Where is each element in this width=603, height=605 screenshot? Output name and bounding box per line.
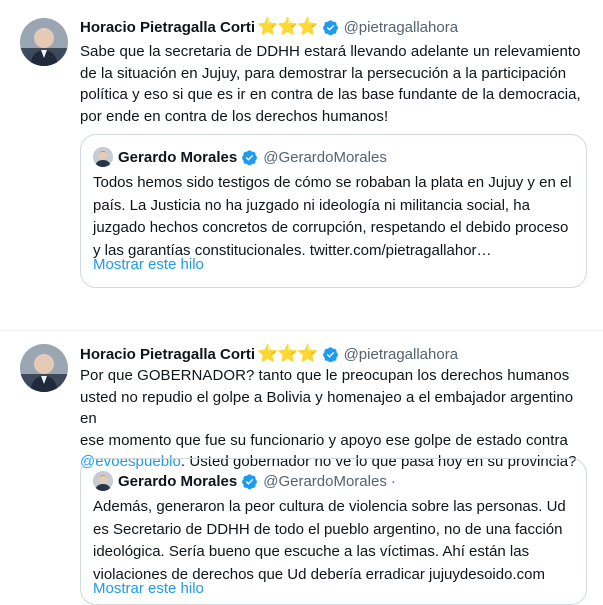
tweet-header: [80, 343, 458, 365]
tweet-text-line: usted no repudio el golpe a Bolivia y homenajeo a el embajador argentino en: [80, 388, 574, 427]
tweet[interactable]: [0, 331, 603, 597]
quoted-author-avatar: [93, 147, 113, 167]
verified-badge-icon: [241, 149, 258, 166]
quoted-tweet-header: [93, 470, 396, 492]
quoted-text-line: país. La Justicia no ha juzgado ni ideología ni militancia social, ha: [93, 196, 530, 214]
author-handle[interactable]: @pietragallahora: [343, 345, 459, 363]
quoted-text-line: Todos hemos sido testigos de cómo se robaban la plata en Jujuy y en el: [93, 174, 572, 191]
tweet-text: [80, 365, 590, 473]
verified-badge-icon: [322, 346, 339, 363]
verified-badge-icon: [241, 473, 258, 490]
quoted-text-line: juzgado hechos concretos de corrupción, respetando el debido proceso: [93, 219, 569, 236]
mention-link[interactable]: @evoespueblo: [80, 453, 181, 470]
star-emoji-icon: ⭐⭐⭐: [257, 344, 318, 363]
quoted-tweet-header: [93, 146, 387, 168]
author-handle[interactable]: @pietragallahora: [343, 18, 459, 36]
quoted-author-handle[interactable]: @GerardoMorales: [263, 472, 387, 490]
author-avatar[interactable]: [20, 18, 68, 66]
author-name[interactable]: Horacio Pietragalla Corti: [80, 345, 256, 363]
tweet-text-line: Sabe que la secretaria de DDHH estará llevando adelante un relevamiento: [80, 43, 581, 60]
tweet-text: [80, 41, 590, 127]
show-thread-link[interactable]: Mostrar este hilo: [93, 580, 204, 597]
author-avatar[interactable]: [20, 344, 68, 392]
separator-dot: ·: [390, 472, 396, 490]
tweet-text-line: ese momento que fue su funcionario y apoyo ese golpe de estado contra: [80, 431, 568, 449]
tweet-text-line: por ende en contra de los derechos humanos!: [80, 107, 389, 125]
star-emoji-icon: ⭐⭐⭐: [257, 17, 318, 36]
tweet-header: [80, 16, 458, 38]
show-thread-link[interactable]: Mostrar este hilo: [93, 256, 204, 273]
quoted-text-line: violaciones de derechos que Ud debería erradicar jujuydesoido.com: [93, 565, 545, 583]
quoted-tweet[interactable]: [80, 134, 587, 288]
quoted-tweet-text: [93, 172, 575, 262]
quoted-tweet[interactable]: [80, 458, 587, 605]
tweet-text-line: de la situación en Jujuy, para demostrar la persecución a la participación: [80, 64, 567, 82]
author-name[interactable]: Horacio Pietragalla Corti: [80, 18, 256, 36]
quoted-author-name[interactable]: Gerardo Morales: [118, 472, 238, 490]
tweet-text-line: Por que GOBERNADOR? tanto que le preocupan los derechos humanos: [80, 367, 570, 384]
tweet-text-line: política y eso si que es ir en contra de las base fundante de la democracia,: [80, 86, 581, 103]
quoted-author-handle[interactable]: @GerardoMorales: [263, 148, 387, 166]
tweet-text-fragment: . Usted gobernador no ve lo que pasa hoy en su provincia?: [180, 453, 577, 470]
quoted-tweet-text: [93, 496, 575, 586]
quoted-author-name[interactable]: Gerardo Morales: [118, 148, 238, 166]
quoted-text-line: y las garantías constitucionales. twitter.com/pietragallahor…: [93, 241, 492, 259]
quoted-text-line: Además, generaron la peor cultura de violencia sobre las personas. Ud: [93, 498, 566, 515]
quoted-text-line: es Secretario de DDHH de todo el pueblo argentino, no de una facción: [93, 520, 563, 538]
quoted-author-avatar: [93, 471, 113, 491]
verified-badge-icon: [322, 19, 339, 36]
quoted-text-line: ideológica. Sería bueno que escuche a las víctimas. Ahí están las: [93, 543, 530, 560]
